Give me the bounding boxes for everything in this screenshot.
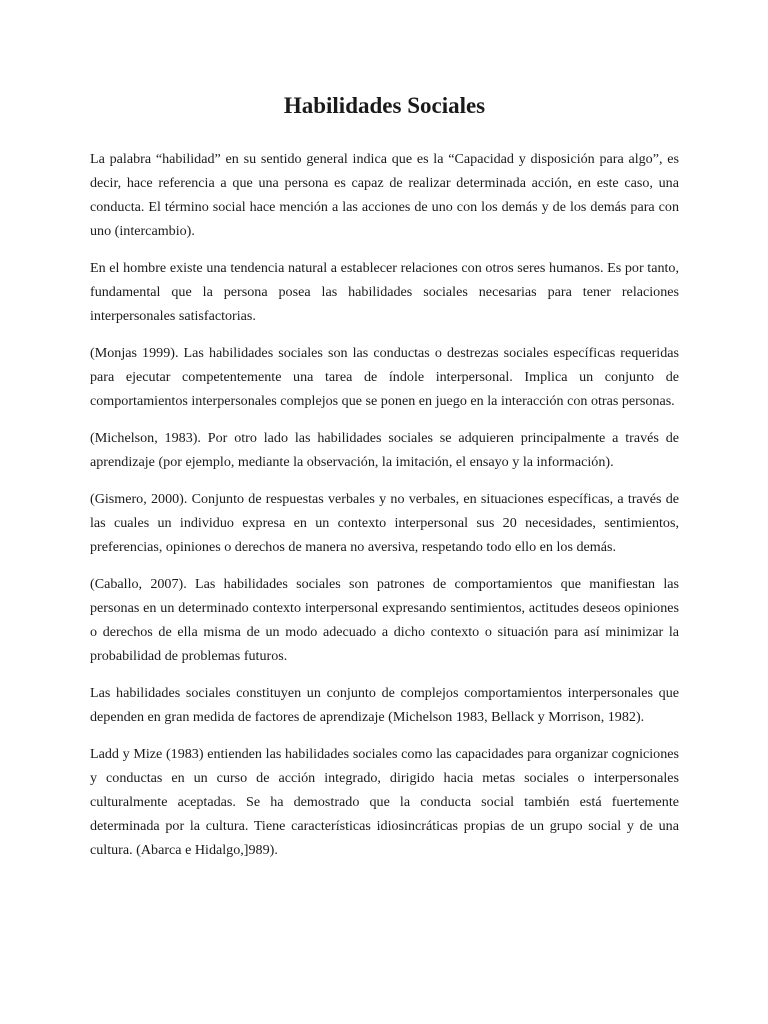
paragraph-natural-tendency: En el hombre existe una tendencia natural a establecer relaciones con otros seres humanos. Es por tanto, fundamental que la persona posea las habilidades sociales necesarias para tener relaciones interpersonales satisfactorias. <box>90 259 679 324</box>
page-title: Habilidades Sociales <box>283 93 486 118</box>
paragraph-caballo: (Caballo, 2007). Las habilidades sociales son patrones de comportamientos que manifiestan las personas en un determinado contexto interpersonal expresando sentimientos, actitudes deseos opiniones o derechos de ella misma de un modo adecuado a dicho contexto o situación para así minimizar la probabilidad de problemas futuros. <box>90 575 679 664</box>
paragraph-michelson: (Michelson, 1983). Por otro lado las habilidades sociales se adquieren principalmente a través de aprendizaje (por ejemplo, mediante la observación, la imitación, el ensayo y la información). <box>90 429 679 470</box>
paragraph-gismero: (Gismero, 2000). Conjunto de respuestas verbales y no verbales, en situaciones específicas, a través de las cuales un individuo expresa en un contexto interpersonal sus 20 necesidades, sentimientos, preferencias, opiniones o derechos de manera no aversiva, respetando todo ello en los demás. <box>90 490 679 555</box>
paragraph-complex-behaviors: Las habilidades sociales constituyen un conjunto de complejos comportamientos interpersonales que dependen en gran medida de factores de aprendizaje (Michelson 1983, Bellack y Morrison, 1982). <box>90 684 679 725</box>
paragraph-definition: La palabra “habilidad” en su sentido general indica que es la “Capacidad y disposición para algo”, es decir, hace referencia a que una persona es capaz de realizar determinada acción, en este caso, una conducta. El término social hace mención a las acciones de uno con los demás y de los demás para con uno (intercambio). <box>90 150 679 239</box>
paragraph-monjas: (Monjas 1999). Las habilidades sociales son las conductas o destrezas sociales específicas requeridas para ejecutar competentemente una tarea de índole interpersonal. Implica un conjunto de comportamientos interpersonales complejos que se ponen en juego en la interacción con otras personas. <box>90 344 679 409</box>
paragraph-ladd-mize: Ladd y Mize (1983) entienden las habilidades sociales como las capacidades para organizar cogniciones y conductas en un curso de acción integrado, dirigido hacia metas sociales o interpersonales culturalmente aceptadas. Se ha demostrado que la conducta social también está fuertemente determinada por la cultura. Tiene características idiosincráticas propias de un grupo social y de una cultura. (Abarca e Hidalgo,]989). <box>90 745 679 858</box>
